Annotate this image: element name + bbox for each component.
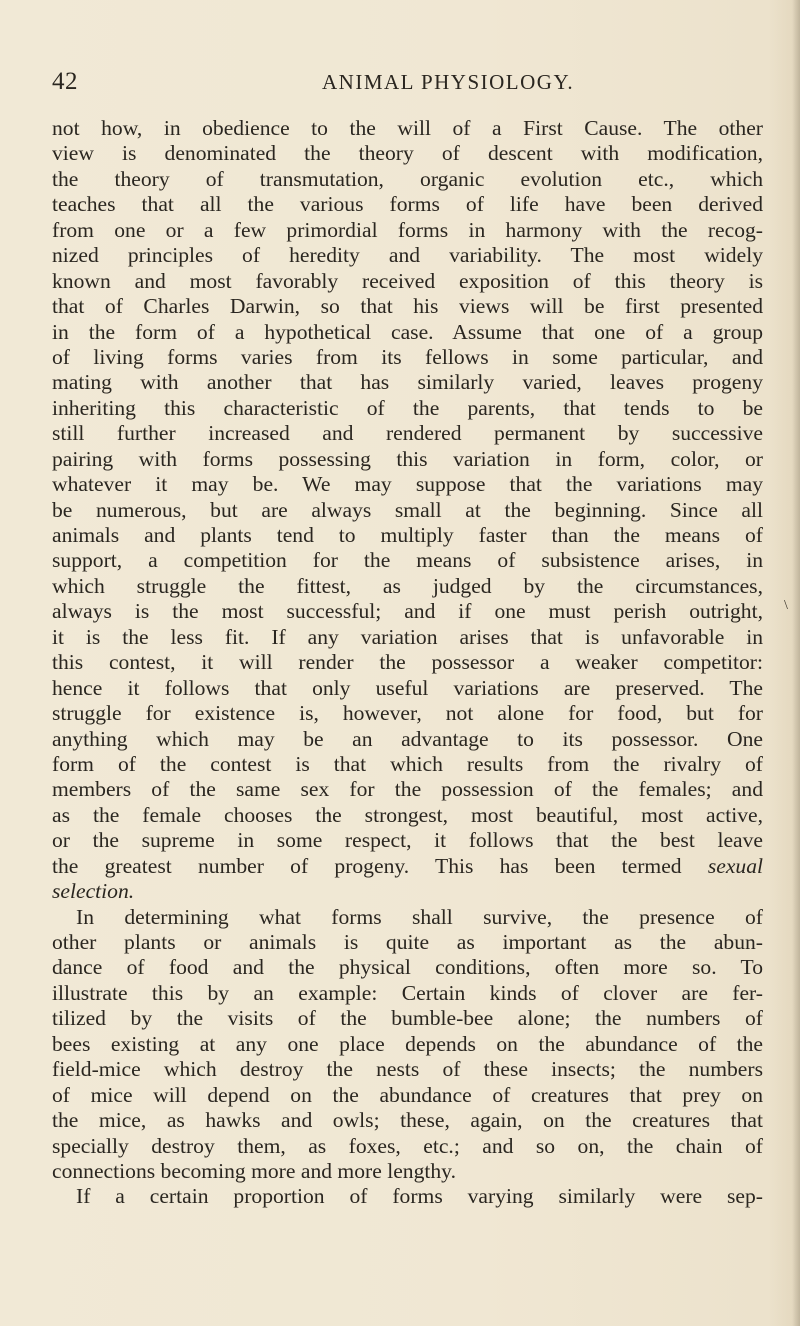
text-line: this contest, it will render the possessor a weaker competitor: (52, 650, 763, 675)
text-line: of living forms varies from its fellows in some particular, and (52, 344, 763, 369)
text-line: as the female chooses the strongest, most beautiful, most active, (52, 802, 763, 827)
text-line: always is the most successful; and if one must perish outright, (52, 599, 763, 624)
text-line: nized principles of heredity and variability. The most widely (52, 243, 763, 268)
text-line: bees existing at any one place depends on the abundance of the (52, 1031, 763, 1056)
page-header (52, 68, 752, 98)
running-head: ANIMAL PHYSIOLOGY. (322, 70, 575, 94)
paragraph-start-line: In determining what forms shall survive, the presence of (76, 904, 763, 929)
text-line: connections becoming more and more lengthy. (52, 1158, 456, 1183)
page-edge-shadow (792, 0, 800, 1326)
text-line: specially destroy them, as foxes, etc.; and so on, the chain of (52, 1133, 763, 1158)
text-line: field-mice which destroy the nests of these insects; the numbers (52, 1057, 763, 1082)
text-line: still further increased and rendered permanent by successive (52, 421, 763, 446)
body-text (52, 116, 763, 1210)
text-line: the mice, as hawks and owls; these, again, on the creatures that (52, 1108, 763, 1133)
text-line: tilized by the visits of the bumble-bee alone; the numbers of (52, 1006, 763, 1031)
text-line: dance of food and the physical conditions, often more so. To (52, 955, 763, 980)
text-line: members of the same sex for the possession of the females; and (52, 777, 763, 802)
text-line: mating with another that has similarly varied, leaves progeny (52, 370, 763, 395)
text-line: which struggle the fittest, as judged by the circumstances, (52, 573, 763, 598)
text-line (52, 879, 763, 904)
text-line: of mice will depend on the abundance of creatures that prey on (52, 1082, 763, 1107)
text-line-with-italic (52, 854, 763, 879)
text-line: not how, in obedience to the will of a First Cause. The other (52, 116, 763, 140)
text-line: teaches that all the various forms of life have been derived (52, 192, 763, 217)
text-line-start: the greatest number of progeny. This has been termed (52, 853, 708, 878)
text-line: hence it follows that only useful variations are preserved. The (52, 675, 763, 700)
text-line: inheriting this characteristic of the parents, that tends to be (52, 395, 763, 420)
text-line: be numerous, but are always small at the beginning. Since all (52, 497, 763, 522)
text-line: that of Charles Darwin, so that his views will be first presented (52, 294, 763, 319)
text-line: view is denominated the theory of descent with modification, (52, 141, 763, 166)
page-number: 42 (52, 68, 78, 95)
text-line: support, a competition for the means of subsistence arises, in (52, 548, 763, 573)
text-line: from one or a few primordial forms in harmony with the recog- (52, 217, 763, 242)
text-line: struggle for existence is, however, not alone for food, but for (52, 701, 763, 726)
text-line: form of the contest is that which results from the rivalry of (52, 751, 763, 776)
text-line: it is the less fit. If any variation arises that is unfavorable in (52, 624, 763, 649)
text-line: illustrate this by an example: Certain kinds of clover are fer- (52, 980, 763, 1005)
text-line: other plants or animals is quite as important as the abun- (52, 930, 763, 954)
text-line: the theory of transmutation, organic evolution etc., which (52, 166, 763, 191)
text-line: or the supreme in some respect, it follows that the best leave (52, 828, 763, 853)
italic-term: selection. (52, 879, 135, 904)
text-line: known and most favorably received exposition of this theory is (52, 268, 763, 293)
paragraph-start-line: If a certain proportion of forms varying similarly were sep- (76, 1184, 763, 1209)
italic-term: sexual (707, 853, 763, 878)
text-line: animals and plants tend to multiply faster than the means of (52, 523, 763, 547)
text-line: whatever it may be. We may suppose that the variations may (52, 472, 763, 497)
text-line: pairing with forms possessing this variation in form, color, or (52, 446, 763, 471)
margin-mark: \ (784, 598, 788, 613)
text-line: in the form of a hypothetical case. Assume that one of a group (52, 319, 763, 344)
text-line: anything which may be an advantage to its possessor. One (52, 726, 763, 751)
